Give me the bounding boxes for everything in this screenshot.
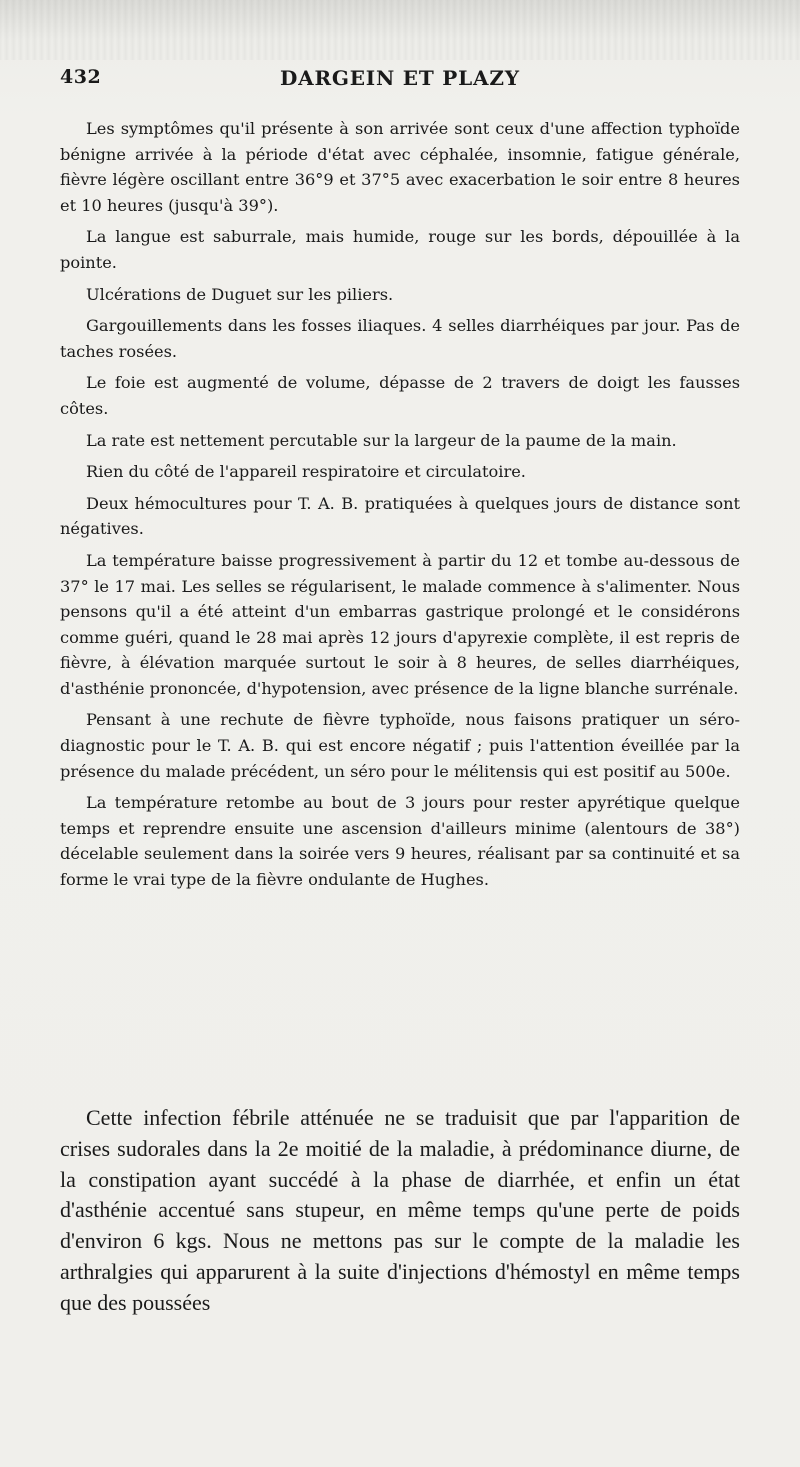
paragraph-tongue: La langue est saburrale, mais humide, rouge sur les bords, dépouillée à la pointe.: [60, 227, 740, 272]
paragraph-spleen: La rate est nettement percutable sur la largeur de la paume de la main.: [86, 430, 677, 450]
paragraph-gargouillements: Gargouillements dans les fosses iliaques. 4 selles diarrhéiques par jour. Pas de taches rosées.: [60, 316, 740, 361]
commentary-body: [60, 1103, 740, 1319]
scan-top-edge: [0, 0, 800, 60]
paragraph-serodiagnostic: Pensant à une rechute de fièvre typhoïde, nous faisons pratiquer un séro-diagnostic pour le T. A. B. qui est encore négatif ; puis l'attention éveillée par la présence du malade précédent, un séro pour le mélitensis qui est positif au 500e.: [60, 710, 740, 781]
paragraph-undulant-fever: La température retombe au bout de 3 jours pour rester apyrétique quelque temps et reprendre ensuite une ascension d'ailleurs minime (alentours de 38°) décelable seulement dans la soirée vers 9 heures, réalisant par sa continuité et sa forme le vrai type de la fièvre ondulante de Hughes.: [60, 793, 740, 890]
paragraph-commentary: Cette infection fébrile atténuée ne se traduisit que par l'apparition de crises sudorales dans la 2e moitié de la maladie, à prédominance diurne, de la constipation ayant succédé à la phase de diarrhée, et enfin un état d'asthénie accentué sans stupeur, en même temps qu'une perte de poids d'environ 6 kgs. Nous ne mettons pas sur le compte de la maladie les arthralgies qui apparurent à la suite d'injections d'hémostyl en même temps que des poussées: [60, 1105, 740, 1315]
paragraph-liver: Le foie est augmenté de volume, dépasse de 2 travers de doigt les fausses côtes.: [60, 373, 740, 418]
paragraph-ulcerations: Ulcérations de Duguet sur les piliers.: [86, 284, 394, 304]
running-title: DARGEIN ET PLAZY: [280, 66, 520, 90]
page-header: [60, 66, 740, 102]
paragraph-respiratory: Rien du côté de l'appareil respiratoire et circulatoire.: [86, 462, 526, 482]
paragraph-temperature-course: La température baisse progressivement à partir du 12 et tombe au-dessous de 37° le 17 mai. Les selles se régularisent, le malade commence à s'alimenter. Nous pensons qu'il a été atteint d'un embarras gastrique prolongé et le considérons comme guéri, quand le 28 mai après 12 jours d'apyrexie complète, il est repris de fièvre, à élévation marquée surtout le soir à 8 heures, de selles diarrhéiques, d'asthénie prononcée, d'hypotension, avec présence de la ligne blanche surrénale.: [60, 550, 740, 698]
paragraph-symptoms: Les symptômes qu'il présente à son arrivée sont ceux d'une affection typhoïde bénigne arrivée à la période d'état avec céphalée, insomnie, fatigue générale, fièvre légère oscillant entre 36°9 et 37°5 avec exacerbation le soir entre 8 heures et 10 heures (jusqu'à 39°).: [60, 119, 740, 215]
case-report-body: [60, 116, 740, 899]
paragraph-hemocultures: Deux hémocultures pour T. A. B. pratiquées à quelques jours de distance sont négatives.: [60, 493, 740, 539]
page-number: 432: [60, 66, 102, 88]
